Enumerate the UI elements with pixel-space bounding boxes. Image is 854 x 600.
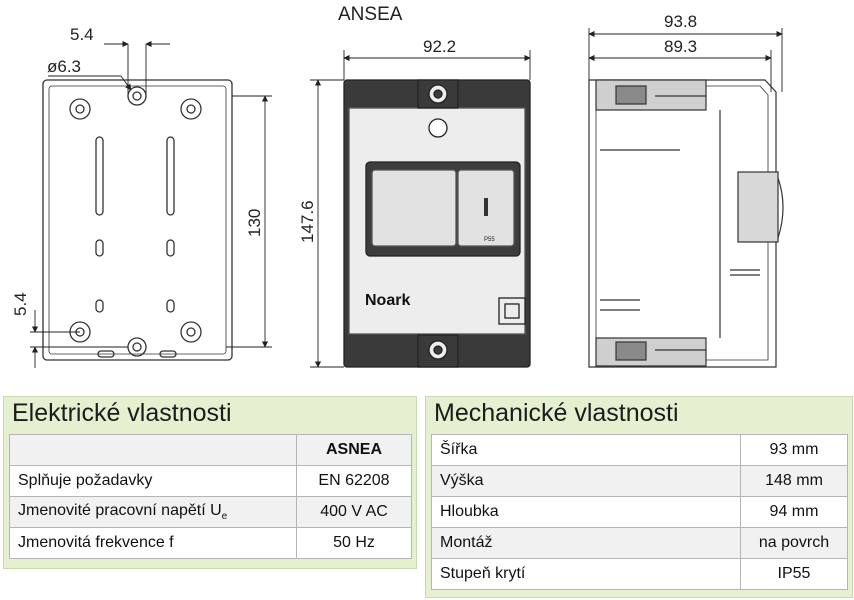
section-view (589, 80, 783, 367)
rear-view (43, 80, 232, 360)
screw-bottom-right (181, 322, 201, 342)
dim-rear-width: 5.4 (70, 25, 94, 44)
ip-mark: P55 (484, 237, 495, 243)
table-row (10, 497, 412, 528)
row-label: Výška (432, 466, 741, 497)
drawing-title: ANSEA (338, 4, 403, 25)
electrical-title: Elektrické vlastnosti (12, 399, 232, 427)
row-label: Jmenovitá frekvence f (10, 528, 297, 559)
row-label: Splňuje požadavky (10, 466, 297, 497)
row-label: Montáž (432, 528, 741, 559)
table-row (432, 435, 848, 466)
screw-top-left (70, 99, 90, 119)
dim-front-height: 147.6 (298, 200, 317, 243)
table-row (10, 528, 412, 559)
electrical-table (9, 434, 412, 559)
dim-rear-bottom: 5.4 (11, 292, 30, 316)
table-row (432, 528, 848, 559)
electrical-panel (3, 396, 417, 569)
row-label: Stupeň krytí (432, 559, 741, 590)
table-row (432, 466, 848, 497)
table-header-row (10, 435, 412, 466)
row-value: 148 mm (741, 466, 848, 497)
rear-view-dimensions (30, 44, 272, 368)
dim-section-outer: 93.8 (664, 12, 698, 31)
front-view (344, 80, 530, 367)
row-value: EN 62208 (297, 466, 412, 497)
row-value: 93 mm (741, 435, 848, 466)
row-label: Šířka (432, 435, 741, 466)
mechanical-panel (425, 396, 853, 598)
dim-section-inner: 89.3 (664, 37, 698, 56)
mechanical-title: Mechanické vlastnosti (434, 399, 679, 427)
table-row (10, 466, 412, 497)
dim-rear-hole: ø6.3 (47, 57, 82, 76)
row-label: Jmenovité pracovní napětí $U_e$ (10, 497, 297, 528)
screw-top-right (181, 99, 201, 119)
row-value: na povrch (741, 528, 848, 559)
column-header: ASNEA (297, 435, 412, 466)
row-value: 400 V AC (297, 497, 412, 528)
row-label: Hloubka (432, 497, 741, 528)
row-value: 94 mm (741, 497, 848, 528)
row-value: 50 Hz (297, 528, 412, 559)
dim-rear-height: 130 (245, 208, 264, 237)
table-row (432, 559, 848, 590)
table-row (432, 497, 848, 528)
brand-logo: Noark (365, 292, 411, 309)
mechanical-table (431, 434, 848, 590)
row-value: IP55 (741, 559, 848, 590)
dim-front-width: 92.2 (423, 37, 457, 56)
